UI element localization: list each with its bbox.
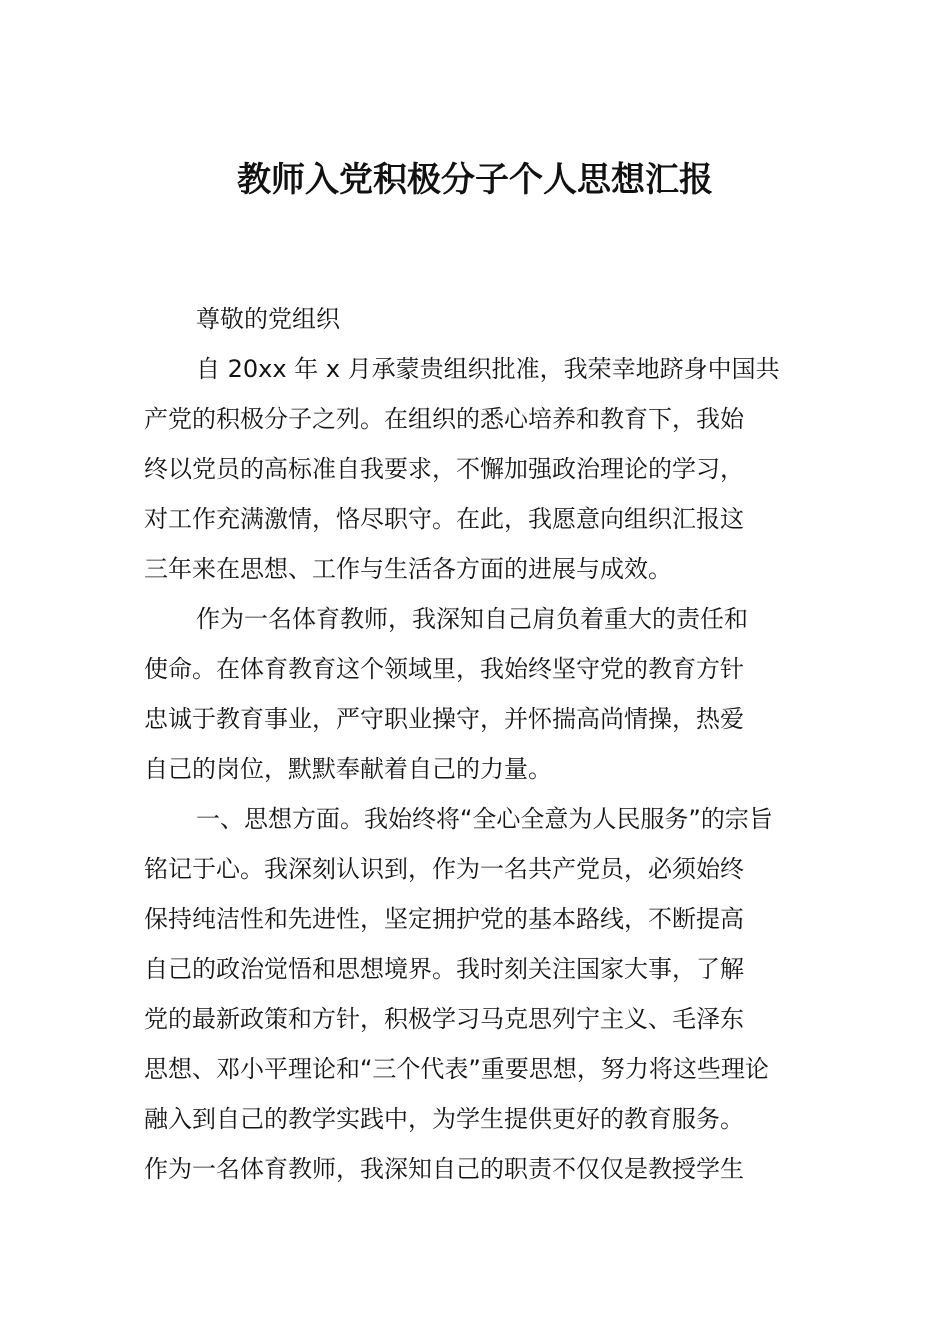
body-line: 使命。在体育教育这个领域里，我始终坚守党的教育方针 — [144, 655, 744, 683]
body-line: 三年来在思想、工作与生活各方面的进展与成效。 — [144, 555, 672, 583]
body-line: 融入到自己的教学实践中，为学生提供更好的教育服务。 — [144, 1105, 744, 1133]
body-line: 忠诚于教育事业，严守职业操守，并怀揣高尚情操，热爱 — [144, 705, 744, 733]
body-line: 自己的岗位，默默奉献着自己的力量。 — [144, 755, 552, 783]
body-line: 保持纯洁性和先进性，坚定拥护党的基本路线，不断提高 — [144, 905, 744, 933]
body-line: 党的最新政策和方针，积极学习马克思列宁主义、毛泽东 — [144, 1005, 744, 1033]
body-line: 作为一名体育教师，我深知自己的职责不仅仅是教授学生 — [144, 1155, 744, 1183]
body-line: 思想、邓小平理论和“三个代表”重要思想，努力将这些理论 — [144, 1055, 769, 1083]
body-line: 产党的积极分子之列。在组织的悉心培养和教育下，我始 — [144, 405, 744, 433]
body-line: 自 20xx 年 x 月承蒙贵组织批准，我荣幸地跻身中国共 — [196, 355, 780, 383]
body-line: 自己的政治觉悟和思想境界。我时刻关注国家大事，了解 — [144, 955, 744, 983]
body-line: 对工作充满激情，恪尽职守。在此，我愿意向组织汇报这 — [144, 505, 744, 533]
body-line: 终以党员的高标准自我要求，不懈加强政治理论的学习， — [144, 455, 744, 483]
document-body — [144, 294, 808, 1194]
document-title: 教师入党积极分子个人思想汇报 — [237, 160, 713, 200]
body-line: 作为一名体育教师，我深知自己肩负着重大的责任和 — [196, 605, 748, 633]
body-line: 尊敬的党组织 — [196, 305, 340, 333]
body-line: 铭记于心。我深刻认识到，作为一名共产党员，必须始终 — [144, 855, 744, 883]
body-line: 一、思想方面。我始终将“全心全意为人民服务”的宗旨 — [196, 805, 773, 833]
